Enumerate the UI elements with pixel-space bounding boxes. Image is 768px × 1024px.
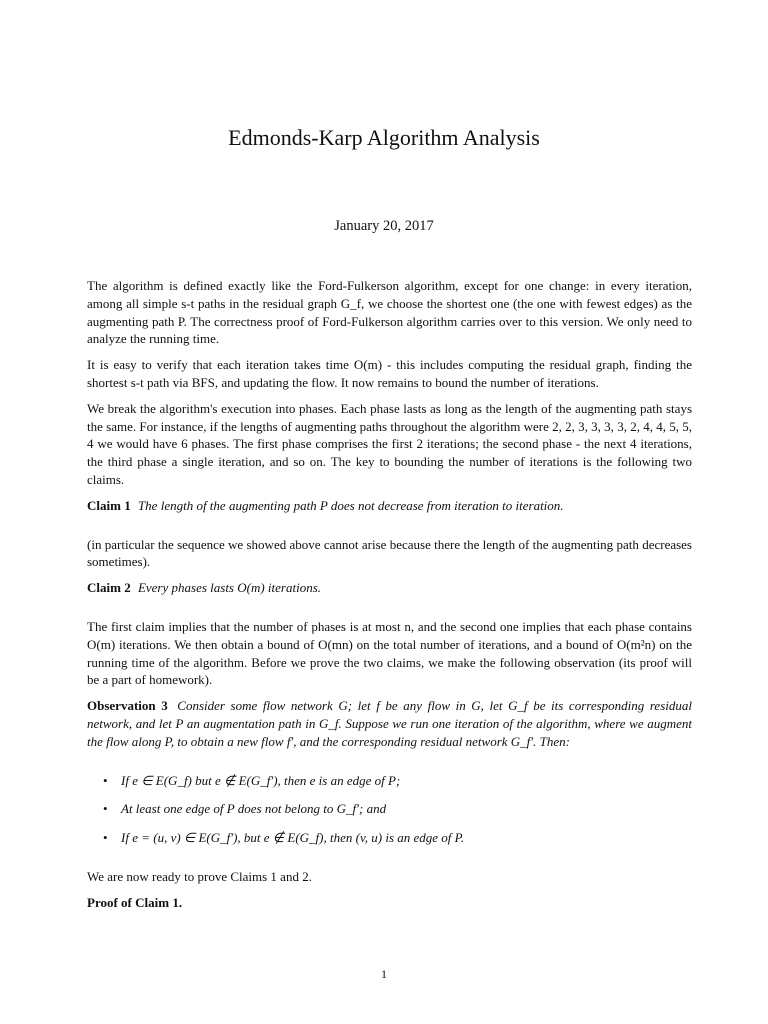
- document-date: January 20, 2017: [334, 218, 434, 234]
- observation-3-label: Observation 3: [87, 698, 168, 714]
- paragraph-bounds: The first claim implies that the number of phases is at most n, and the second one implies that each phase contains O(m) iterations. We then obtain a bound of O(mn) on the total number of iterations, and a bound of O(m²n) on the running time of the algorithm. Before we prove the two claims, we make the following observation (its proof will be a part of homework).: [87, 618, 692, 688]
- claim-1-text: The length of the augmenting path P does not decrease from iteration to iteration.: [137, 497, 564, 513]
- bullet-text: At least one edge of P does not belong to G_f′; and: [121, 801, 387, 817]
- claim-1-label: Claim 1: [87, 497, 131, 513]
- page-number: 1: [381, 967, 387, 981]
- paragraph-intro: The algorithm is defined exactly like the Ford-Fulkerson algorithm, except for one change: in every iteration, among all simple s-t paths in the residual graph G_f, we choose the shortest one (the one with fewest edges) as the augmenting path P. The correctness proof of Ford-Fulkerson algorithm carries over to this version. We only need to analyze the running time.: [87, 278, 692, 347]
- document-body: [87, 277, 692, 920]
- bullet-icon: •: [103, 830, 108, 846]
- observation-3: [87, 697, 692, 750]
- bullet-icon: •: [103, 772, 108, 788]
- claim-2-text: Every phases lasts O(m) iterations.: [137, 580, 322, 596]
- bullet-text: If e ∈ E(G_f) but e ∉ E(G_f′), then e is an edge of P;: [121, 772, 401, 788]
- paragraph-phases: We break the algorithm's execution into phases. Each phase lasts as long as the length of the augmenting path stays the same. For instance, if the lengths of augmenting paths throughout the algorithm were 2, 2, 3, 3, 3, 3, 2, 4, 4, 5, 5, 4 we would have 6 phases. The first phase comprises the first 2 iterations; the second phase - the next 4 iterations, the third phase a single iteration, and so on. The key to bounding the number of iterations is the following two claims.: [87, 400, 692, 487]
- claim-1: [87, 497, 692, 515]
- list-item: [103, 829, 692, 847]
- paragraph-iteration-time: It is easy to verify that each iteration takes time O(m) - this includes computing the residual graph, finding the shortest s-t path via BFS, and updating the flow. It now remains to bound the number of iterations.: [87, 357, 692, 390]
- paragraph-claim-1-note: (in particular the sequence we showed above cannot arise because there the length of the augmenting path decreases sometimes).: [87, 536, 692, 570]
- observation-3-text: Consider some flow network G; let f be any flow in G, let G_f be its corresponding residual network, and let P an augmentation path in G_f. Suppose we run one iteration of the algorithm, where we augment the flow along P, to obtain a new flow f′, and the corresponding residual network G_f′. Then:: [87, 698, 692, 749]
- claim-2: [87, 579, 692, 597]
- paragraph-ready: We are now ready to prove Claims 1 and 2.: [87, 868, 312, 884]
- observation-bullet-list: [87, 772, 692, 847]
- list-item: [103, 800, 692, 818]
- document-title: Edmonds-Karp Algorithm Analysis: [228, 125, 540, 150]
- proof-heading: Proof of Claim 1.: [87, 894, 183, 910]
- bullet-text: If e = (u, v) ∈ E(G_f′), but e ∉ E(G_f), then (v, u) is an edge of P.: [121, 830, 465, 846]
- claim-2-label: Claim 2: [87, 580, 131, 596]
- bullet-icon: •: [103, 801, 108, 817]
- list-item: [103, 772, 692, 790]
